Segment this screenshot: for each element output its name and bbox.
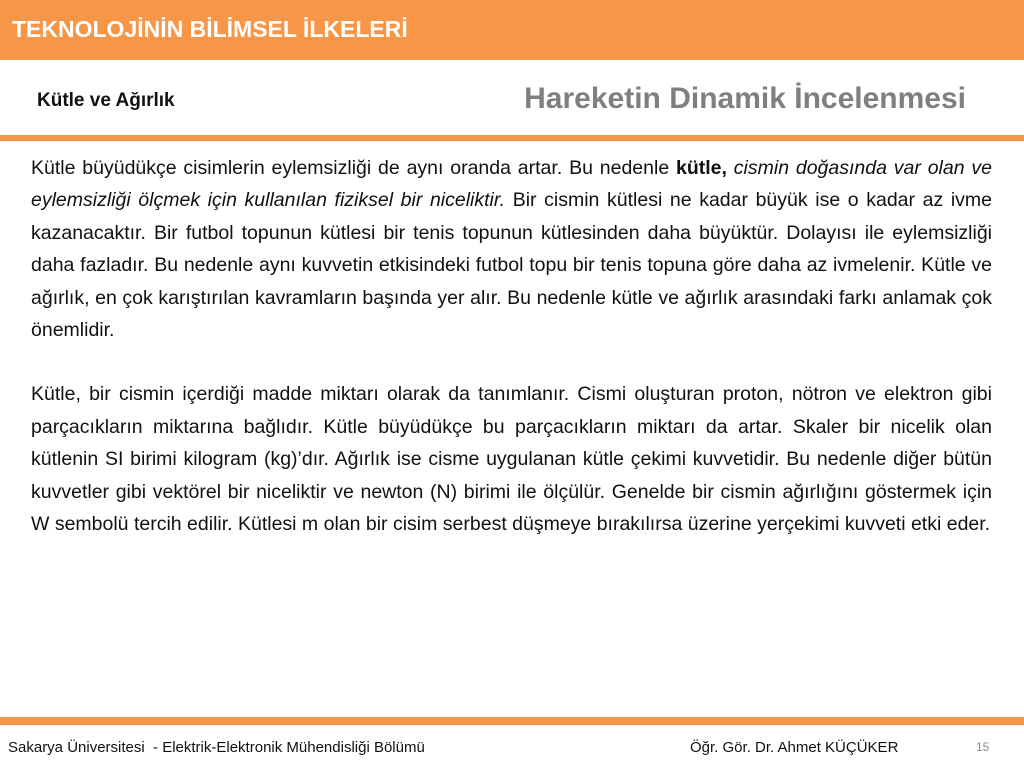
slide-title: Hareketin Dinamik İncelenmesi xyxy=(524,82,966,115)
footer-divider xyxy=(0,717,1024,725)
paragraph-1: Kütle büyüdükçe cisimlerin eylemsizliği de aynı oranda artar. Bu nedenle kütle, cismin doğasında var olan ve eylemsizliği ölçmek için kullanılan fiziksel bir niceliktir. Bir cismin kütlesi ne kadar büyük ise o kadar az ivme kazanacaktır. Bir futbol topunun kütlesi bir tenis topunun kütlesinden daha büyüktür. Dolayısı ile eylemsizliği daha fazladır. Bu nedenle aynı kuvvetin etkisindeki futbol topu bir tenis topuna göre daha az ivmelenir. Kütle ve ağırlık, en çok karıştırılan kavramların başında yer alır. Bu nedenle kütle ve ağırlık arasındaki farkı anlamak çok önemlidir. xyxy=(31,157,992,342)
header-bar xyxy=(0,0,1024,60)
course-title: TEKNOLOJİNİN BİLİMSEL İLKELERİ xyxy=(12,16,408,42)
italic-definition: cismin doğasında var olan ve eylemsizliği ölçmek için kullanılan fiziksel bir niceliktir. xyxy=(31,157,992,212)
paragraph-2: Kütle, bir cismin içerdiği madde miktarı olarak da tanımlanır. Cismi oluşturan proton, nötron ve elektron gibi parçacıkların miktarına bağlıdır. Kütle büyüdükçe bu parçacıkların miktarı da artar. Skaler bir nicelik olan kütlenin SI birimi kilogram (kg)’dır. Ağırlık ise cisme uygulanan kütle çekimi kuvvetidir. Bu nedenle diğer bütün kuvvetler gibi vektörel bir niceliktir ve newton (N) birimi ile ölçülür. Genelde bir cismin ağırlığını göstermek için W sembolü tercih edilir. Kütlesi m olan bir cisim serbest düşmeye bırakılırsa üzerine yerçekimi kuvveti etki eder. xyxy=(31,383,992,536)
footer-author: Öğr. Gör. Dr. Ahmet KÜÇÜKER xyxy=(690,739,899,756)
bold-term: kütle, xyxy=(676,157,727,179)
page-number: 15 xyxy=(976,740,990,754)
slide-body xyxy=(31,152,992,540)
section-title: Kütle ve Ağırlık xyxy=(37,90,175,111)
footer-institution: Sakarya Üniversitesi - Elektrik-Elektronik Mühendisliği Bölümü xyxy=(8,739,425,756)
header-divider xyxy=(0,135,1024,141)
